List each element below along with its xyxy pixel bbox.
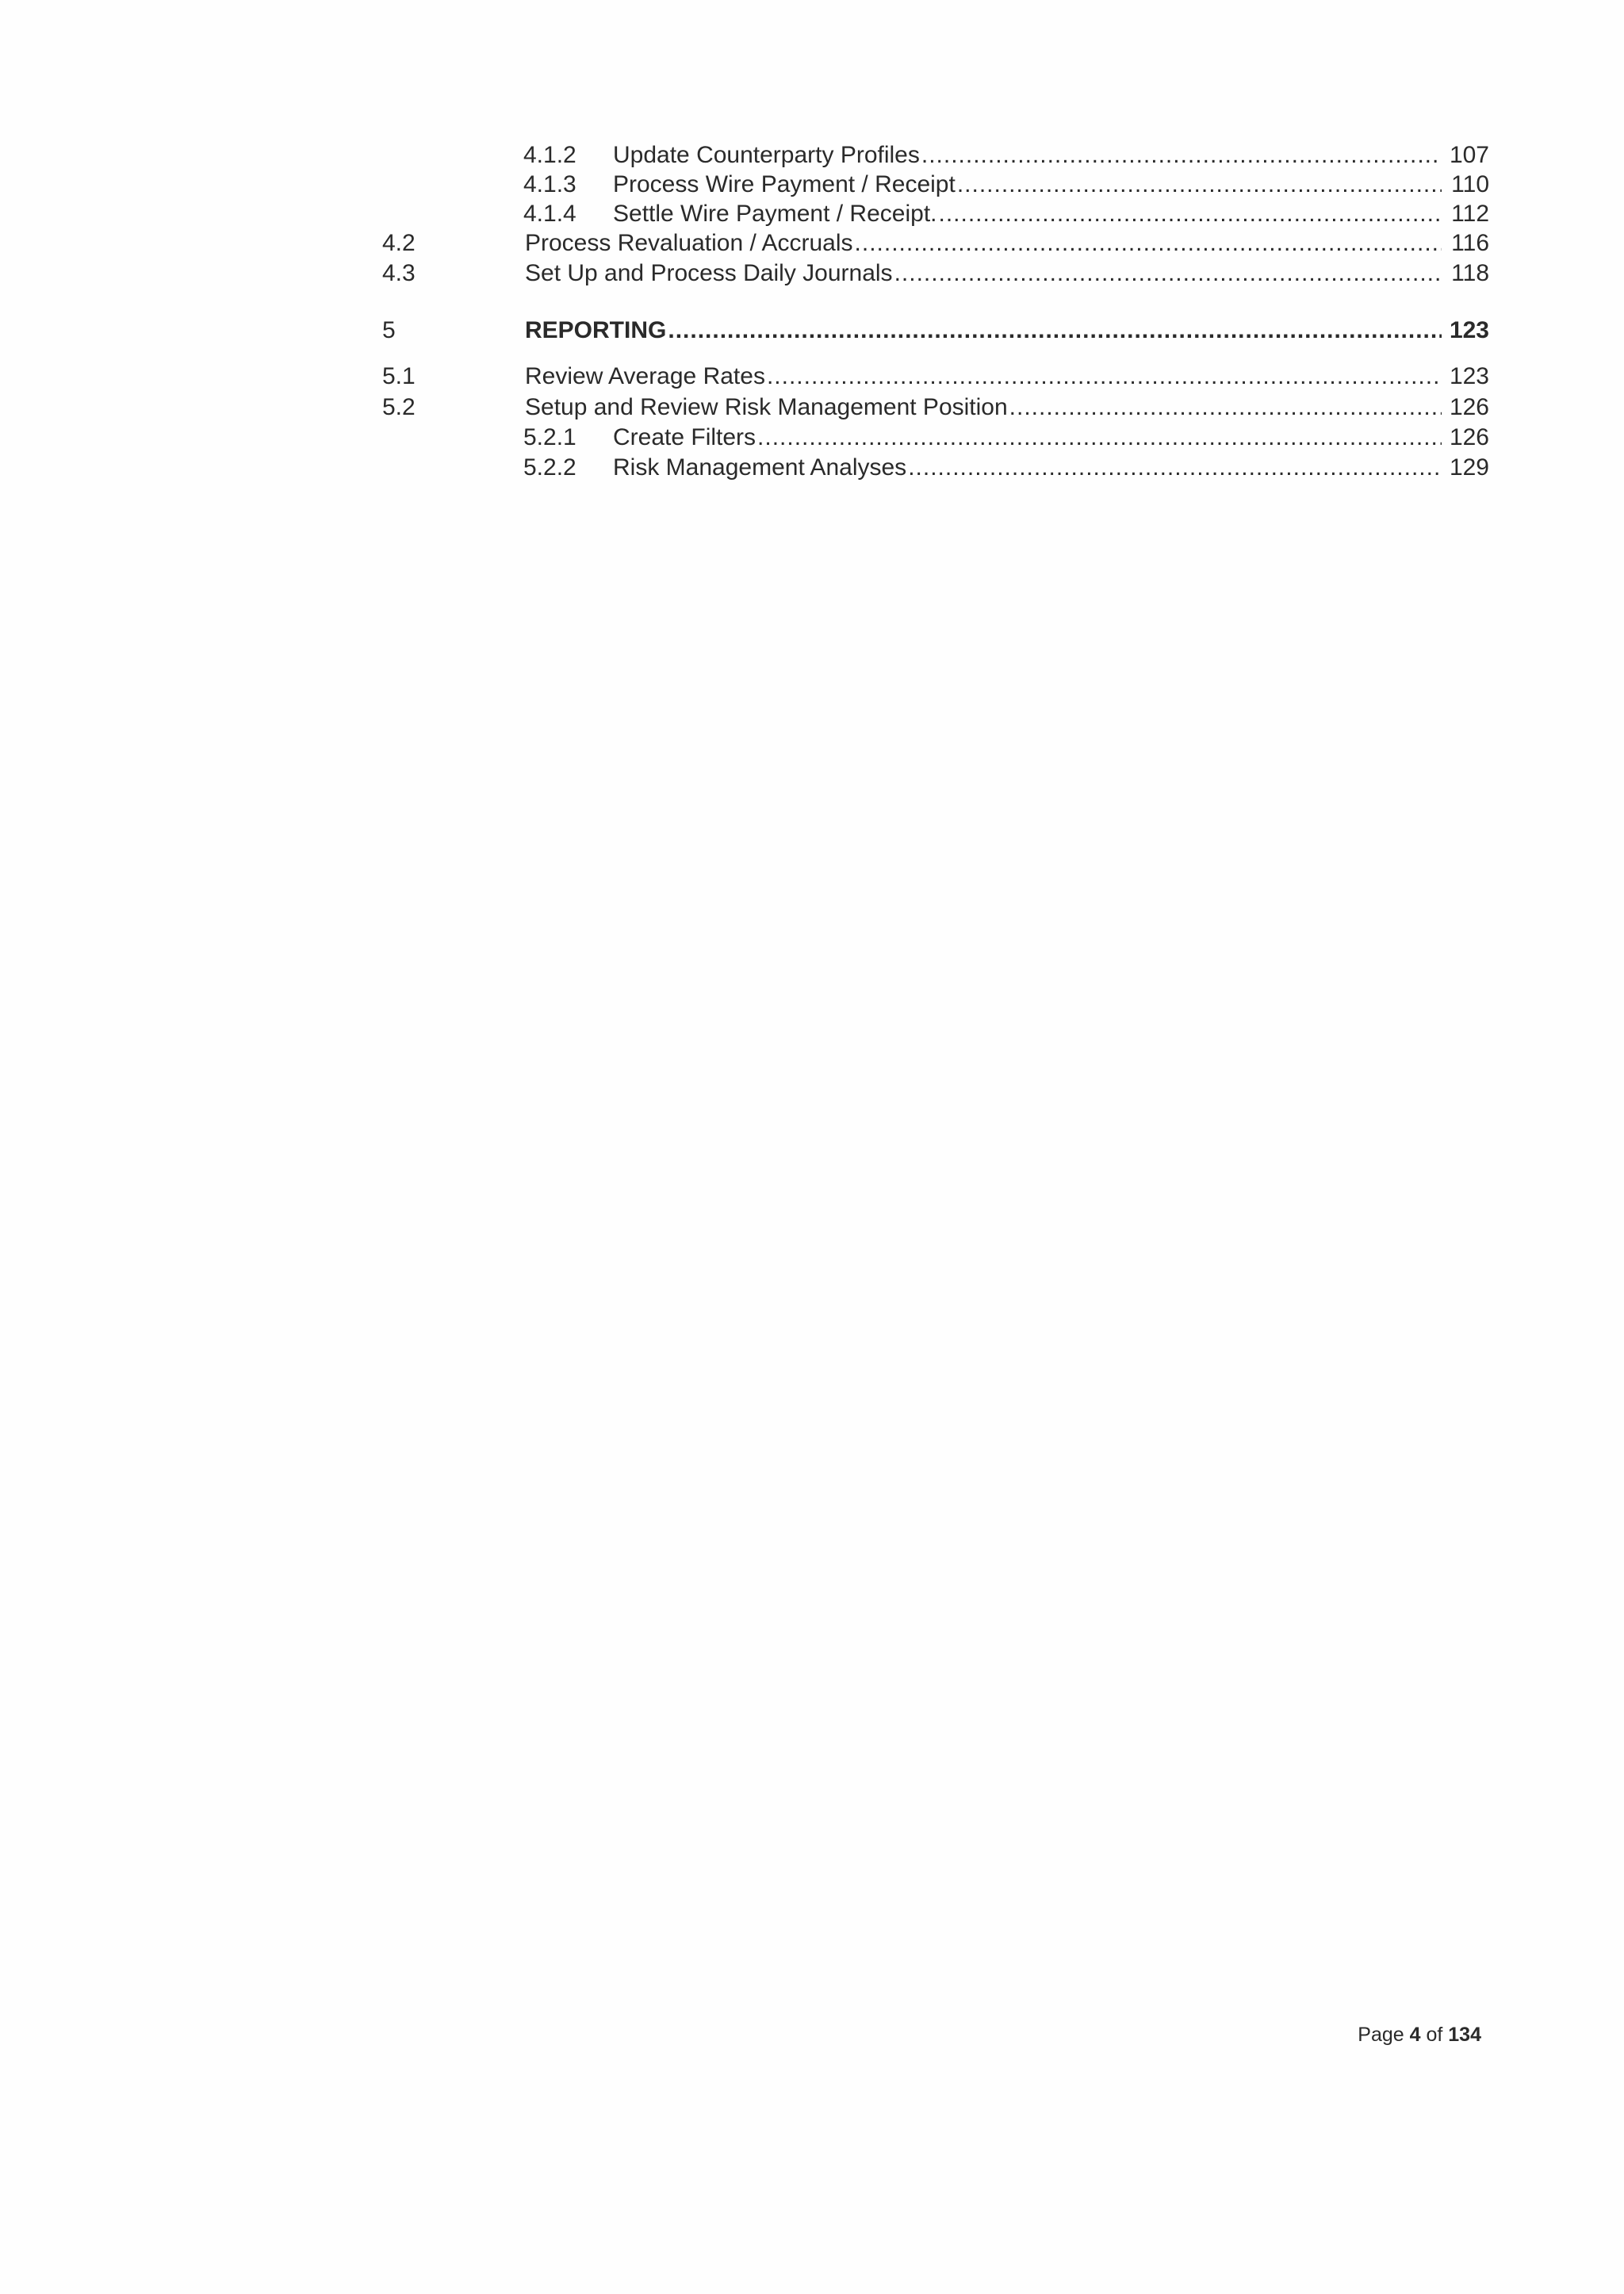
- page-label: Page: [1358, 2024, 1404, 2046]
- of-label: of: [1426, 2024, 1443, 2046]
- toc-entry-number: 5.2: [382, 394, 416, 420]
- toc-entry-number: 4.1.3: [523, 171, 576, 197]
- toc-entry[interactable]: [0, 169, 1624, 201]
- toc-entry[interactable]: [0, 452, 1624, 484]
- toc-entry-page: 126: [1449, 394, 1489, 420]
- toc-entry-page: 112: [1451, 201, 1489, 227]
- toc-entry-page: 126: [1449, 424, 1489, 450]
- toc-dot-leader: [939, 198, 1442, 230]
- toc-entry-page: 118: [1451, 260, 1489, 286]
- toc-entry-number: 4.1.2: [523, 142, 576, 168]
- toc-entry-page: 107: [1449, 142, 1489, 168]
- toc-entry-title: Review Average Rates: [525, 363, 765, 389]
- toc-dot-leader: [921, 140, 1442, 171]
- page-footer: [1358, 2022, 1481, 2047]
- toc-entry-page: 123: [1449, 363, 1489, 389]
- toc-dot-leader: [894, 258, 1442, 289]
- toc-entry-title: Update Counterparty Profiles: [613, 142, 920, 168]
- toc-entry[interactable]: [0, 140, 1624, 171]
- toc-entry-title: Risk Management Analyses: [613, 454, 907, 481]
- toc-entry-number: 5.2.2: [523, 454, 576, 481]
- toc-entry[interactable]: [0, 392, 1624, 423]
- toc-dot-leader: [767, 361, 1442, 393]
- toc-entry-number: 4.2: [382, 230, 416, 256]
- toc-entry[interactable]: [0, 361, 1624, 393]
- toc-entry-number: 4.3: [382, 260, 416, 286]
- toc-chapter-entry[interactable]: [0, 315, 1624, 347]
- toc-entry-title: Settle Wire Payment / Receipt.: [613, 201, 937, 227]
- toc-entry-page: 116: [1451, 230, 1489, 256]
- toc-dot-leader: [855, 228, 1442, 259]
- toc-entry-page: 129: [1449, 454, 1489, 481]
- toc-dot-leader: [668, 315, 1442, 347]
- toc-entry-number: 5.2.1: [523, 424, 576, 450]
- page-total: 134: [1448, 2024, 1481, 2046]
- toc-entry-page: 110: [1451, 171, 1489, 197]
- toc-entry-number: 5.1: [382, 363, 416, 389]
- toc-entry-title: Create Filters: [613, 424, 756, 450]
- toc-entry-number: 5: [382, 317, 396, 343]
- toc-entry-page: 123: [1449, 317, 1489, 343]
- toc-dot-leader: [757, 422, 1442, 454]
- toc-entry[interactable]: [0, 258, 1624, 289]
- toc-entry-title: Setup and Review Risk Management Position: [525, 394, 1008, 420]
- toc-entry-number: 4.1.4: [523, 201, 576, 227]
- toc-entry[interactable]: [0, 228, 1624, 259]
- toc-dot-leader: [957, 169, 1442, 201]
- toc-entry[interactable]: [0, 198, 1624, 230]
- toc-entry-title: Process Revaluation / Accruals: [525, 230, 853, 256]
- toc-dot-leader: [908, 452, 1442, 484]
- toc-entry-title: Process Wire Payment / Receipt: [613, 171, 956, 197]
- toc-entry-title: REPORTING: [525, 317, 667, 343]
- toc-dot-leader: [1009, 392, 1442, 423]
- toc-entry[interactable]: [0, 422, 1624, 454]
- page-current: 4: [1409, 2024, 1421, 2046]
- toc-entry-title: Set Up and Process Daily Journals: [525, 260, 893, 286]
